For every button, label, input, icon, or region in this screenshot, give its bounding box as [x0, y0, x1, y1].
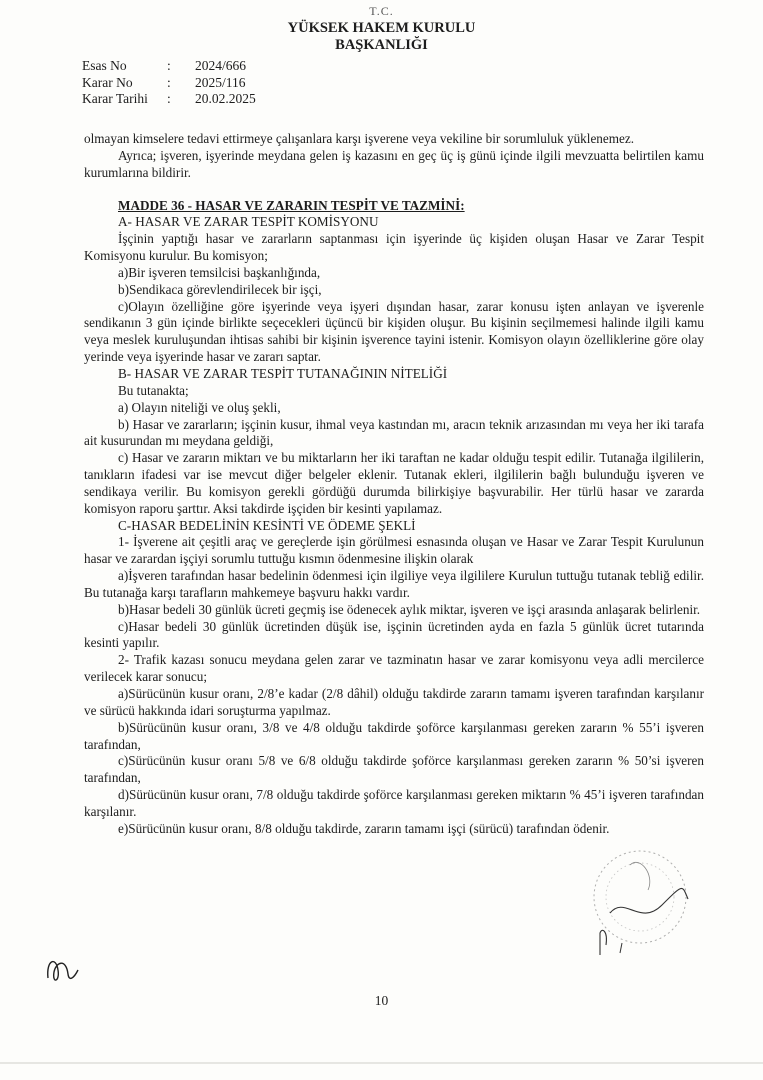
- section-c-item: 1- İşverene ait çeşitli araç ve gereçlerde işin görülmesi esnasında oluşan ve Hasar ve Zarar Tespit Kurulunun hasar ve zarardan işçiyi sorumlu tuttuğu kısmın ödenmesine ilişkin olarak: [84, 534, 704, 567]
- section-c-item: a)Sürücünün kusur oranı, 2/8’e kadar (2/8 dâhil) olduğu takdirde zararın tamamı işveren tarafından karşılanır ve sürücü hakkında idari soruşturma yapılmaz.: [84, 686, 704, 718]
- section-c-item: c)Sürücünün kusur oranı 5/8 ve 6/8 olduğu takdirde şoförce karşılanması gereken zararın % 50’si işveren tarafından,: [84, 753, 704, 786]
- document-header: [0, 20, 763, 54]
- section-b-item: c) Hasar ve zararın miktarı ve bu miktarların her iki taraftan ne kadar olduğu tespit edilir. Tutanağa ilgililerin, tanıkların ifadesi var ise mevcut diğer belgeler eklenir. Tutanak ekleri, ilgililerin bağlı bulunduğu işveren ve sendikaya verilir. Bu komisyon gerekli gördüğü durumda bilirkişiye başvurabilir. Her türlü hasar ve zararda komisyon raporu şarttır. Aksi takdirde işçiden bir kesinti yapılamaz.: [84, 450, 704, 516]
- case-meta: [82, 58, 256, 108]
- meta-value: 2025/116: [195, 74, 246, 90]
- official-stamp-icon: [570, 835, 700, 965]
- section-a-para: İşçinin yaptığı hasar ve zararların saptanması için işyerinde üç kişiden oluşan Hasar ve Zarar Tespit Komisyonu kurulur. Bu komisyon;: [84, 231, 704, 264]
- section-b-item: a) Olayın niteliği ve oluş şekli,: [118, 399, 281, 415]
- section-a-item: c)Olayın özelliğine göre işyerinde veya işyeri dışından hasar, zarar konusu işten anlayan ve işverenle sendikanın 3 gün içinde birlikte seçecekleri üçüncü bir kişiden oluşur. Bu kişinin seçilmemesi halinde ilgili kamu veya meslek kuruluşundan ihtisas sahibi bir kişinin işverence tayini istenir. Komisyon olayın özelliklerine göre olay yerinde veya işyerinde hasar ve zararı saptar.: [84, 298, 704, 365]
- section-c-item: b)Sürücünün kusur oranı, 3/8 ve 4/8 olduğu takdirde şoförce karşılanması gereken zararın % 55’i işveren tarafından,: [84, 719, 704, 752]
- paragraph-ayrica: Ayrıca; işveren, işyerinde meydana gelen iş kazasını en geç üç iş günü içinde ilgili mevzuatta belirtilen kamu kurumlarına bildirir.: [84, 147, 704, 180]
- document-body: [84, 131, 704, 838]
- page-number: 10: [374, 993, 389, 1008]
- meta-row-tarih: [82, 91, 256, 108]
- section-c-item: e)Sürücünün kusur oranı, 8/8 olduğu takdirde, zararın tamamı işçi (sürücü) tarafından ödenir.: [118, 820, 610, 836]
- section-a-item: b)Sendikaca görevlendirilecek bir işçi,: [118, 281, 322, 297]
- section-c-item: b)Hasar bedeli 30 günlük ücreti geçmiş ise ödenecek aylık miktar, işveren ve işçi arasında anlaşarak belirlenir.: [118, 601, 701, 617]
- meta-sep: :: [167, 91, 171, 106]
- section-c-item: c)Hasar bedeli 30 günlük ücretinden düşük ise, işçinin ücretinden ayda en fazla 5 günlük ücret tutarında kesinti yapılır.: [84, 618, 704, 651]
- section-c-heading: C-HASAR BEDELİNİN KESİNTİ VE ÖDEME ŞEKLİ: [118, 517, 416, 533]
- section-b-heading: B- HASAR VE ZARAR TESPİT TUTANAĞININ NİTELİĞİ: [118, 365, 448, 381]
- article-title: MADDE 36 - HASAR VE ZARARIN TESPİT VE TAZMİNİ:: [118, 197, 465, 213]
- header-department: BAŞKANLIĞI: [335, 37, 428, 53]
- meta-sep: :: [167, 74, 171, 90]
- meta-key: Karar No: [82, 74, 133, 90]
- section-c-item: 2- Trafik kazası sonucu meydana gelen zarar ve tazminatın hasar ve zarar komisyonu veya adli mercilerce verilecek karar sonucu;: [84, 652, 704, 685]
- section-a-item: a)Bir işveren temsilcisi başkanlığında,: [118, 264, 321, 280]
- meta-key: Karar Tarihi: [82, 91, 148, 106]
- tc-mark: T.C.: [369, 4, 394, 18]
- margin-initial-icon: [40, 948, 90, 988]
- meta-value: 2024/666: [195, 58, 247, 73]
- section-c-item: d)Sürücünün kusur oranı, 7/8 olduğu takdirde şoförce karşılanması gereken miktarın % 45’i işveren tarafından karşılanır.: [84, 787, 704, 819]
- meta-row-karar: [82, 75, 256, 92]
- paragraph-intro: olmayan kimselere tedavi ettirmeye çalışanlara karşı işverene veya vekiline bir sorumluluk yüklenemez.: [84, 131, 635, 146]
- meta-sep: :: [167, 58, 171, 73]
- section-a-heading: A- HASAR VE ZARAR TESPİT KOMİSYONU: [118, 214, 379, 230]
- section-b-item: Bu tutanakta;: [118, 382, 189, 398]
- section-c-item: a)İşveren tarafından hasar bedelinin ödenmesi için ilgiliye veya ilgililere Kurulun tuttuğu tutanak tebliğ edilir. Bu tutanağa karşı tarafların mahkemeye başvuru hakkı vardır.: [84, 568, 704, 600]
- meta-key: Esas No: [82, 58, 127, 73]
- section-b-item: b) Hasar ve zararların; işçinin kusur, ihmal veya kastından mı, aracın teknik arızasından mı veya her iki tarafa ait kusurundan mı meydana geldiği,: [84, 416, 704, 449]
- meta-row-esas: [82, 58, 256, 75]
- header-institution: YÜKSEK HAKEM KURULU: [287, 20, 476, 36]
- meta-value: 20.02.2025: [195, 91, 256, 106]
